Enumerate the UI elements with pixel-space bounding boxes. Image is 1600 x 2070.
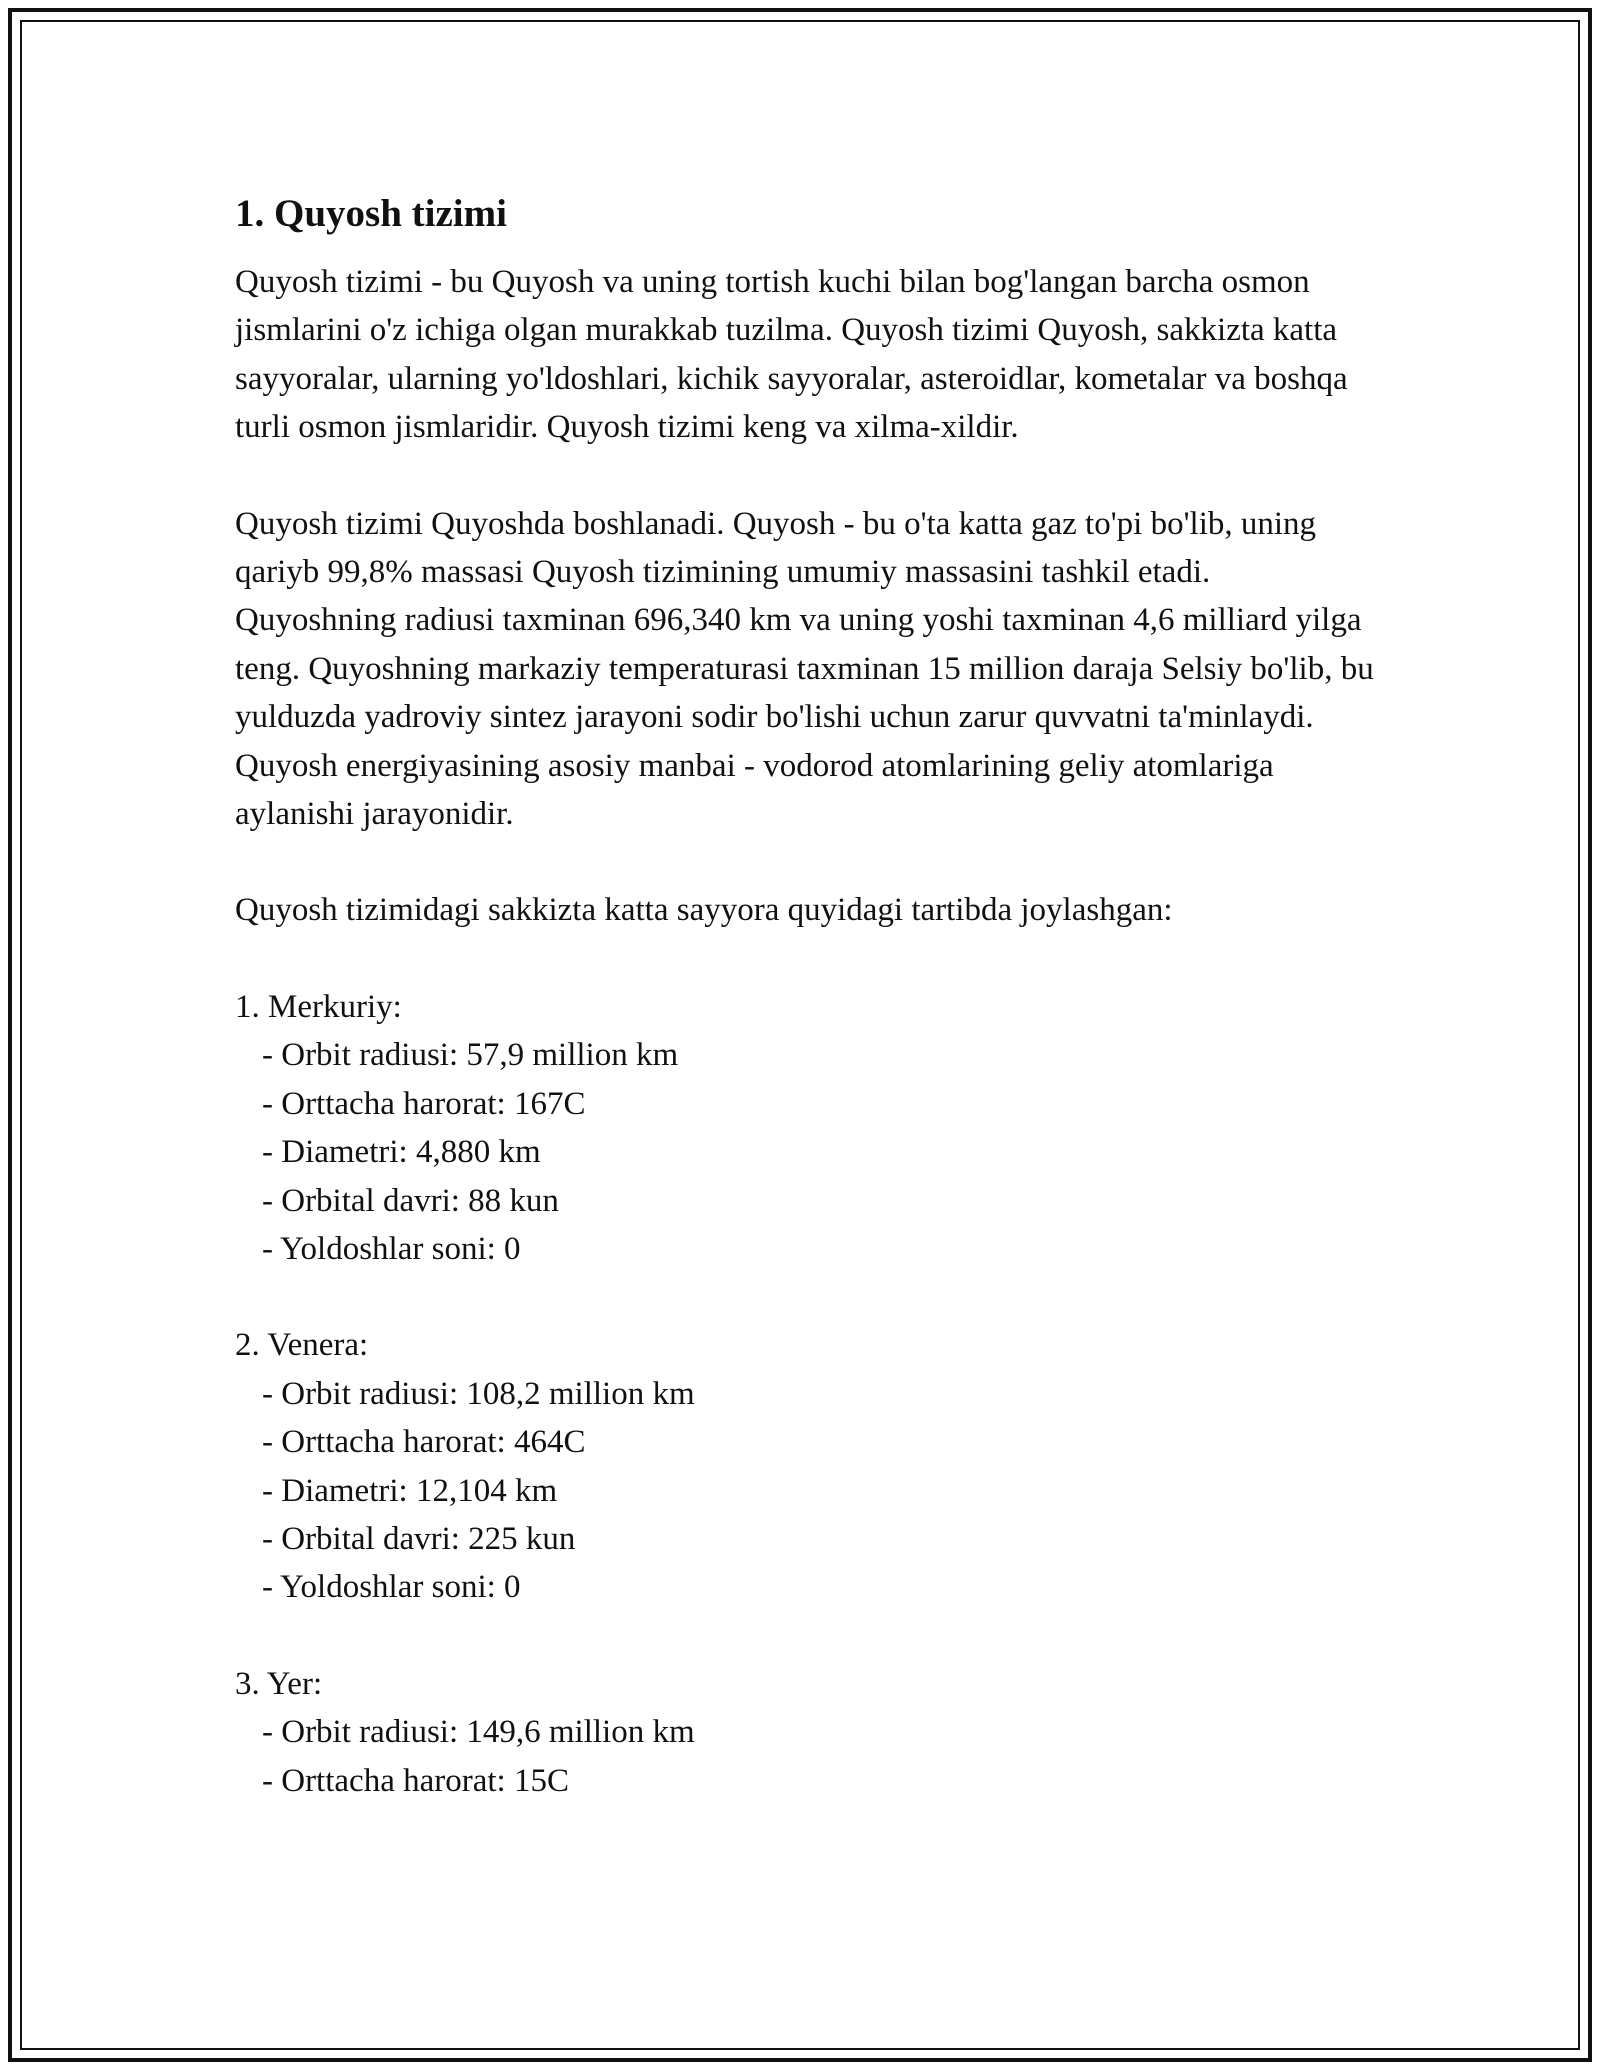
planet-properties bbox=[235, 1031, 1375, 1273]
planet-properties bbox=[235, 1370, 1375, 1612]
planet-entry-venera bbox=[235, 1321, 1375, 1611]
planet-property: - Orbit radiusi: 57,9 million km bbox=[262, 1037, 679, 1074]
planet-property: - Diametri: 4,880 km bbox=[262, 1134, 541, 1171]
planet-property: - Diametri: 12,104 km bbox=[262, 1472, 558, 1509]
paragraph-planet-order: Quyosh tizimidagi sakkizta katta sayyora quyidagi tartibda joylashgan: bbox=[235, 892, 1173, 929]
planet-name: 1. Merkuriy: bbox=[235, 988, 402, 1025]
section-heading: 1. Quyosh tizimi bbox=[235, 192, 507, 235]
document-body bbox=[235, 186, 1375, 1805]
planet-property: - Yoldoshlar soni: 0 bbox=[262, 1230, 521, 1267]
paragraph-sun: Quyosh tizimi Quyoshda boshlanadi. Quyosh - bu o'ta katta gaz to'pi bo'lib, uning qariyb 99,8% massasi Quyosh tizimining umumiy massasini tashkil etadi. Quyoshning radiusi taxminan 696,340 km va uning yoshi taxminan 4,6 milliard yilga teng. Quyoshning markaziy temperaturasi taxminan 15 million daraja Selsiy bo'lib, bu yulduzda yadroviy sintez jarayoni sodir bo'lishi uchun zarur quvvatni ta'minlaydi. Quyosh energiyasining asosiy manbai - vodorod atomlarining geliy atomlariga aylanishi jarayonidir. bbox=[235, 505, 1374, 833]
planet-name: 2. Venera: bbox=[235, 1327, 369, 1364]
planet-property: - Orbital davri: 225 kun bbox=[262, 1520, 576, 1557]
planet-properties bbox=[235, 1708, 1375, 1805]
paragraph-intro: Quyosh tizimi - bu Quyosh va uning tortish kuchi bilan bog'langan barcha osmon jismlarini o'z ichiga olgan murakkab tuzilma. Quyosh tizimi Quyosh, sakkizta katta sayyoralar, ularning yo'ldoshlari, kichik sayyoralar, asteroidlar, kometalar va boshqa turli osmon jismlaridir. Quyosh tizimi keng va xilma-xildir. bbox=[235, 264, 1348, 446]
planet-property: - Yoldoshlar soni: 0 bbox=[262, 1569, 521, 1606]
planet-property: - Orttacha harorat: 15C bbox=[262, 1762, 569, 1799]
planet-name: 3. Yer: bbox=[235, 1665, 323, 1702]
planet-property: - Orbit radiusi: 108,2 million km bbox=[262, 1375, 695, 1412]
planet-property: - Orbital davri: 88 kun bbox=[262, 1182, 559, 1219]
planet-entry-yer bbox=[235, 1660, 1375, 1805]
planet-property: - Orbit radiusi: 149,6 million km bbox=[262, 1714, 695, 1751]
planet-property: - Orttacha harorat: 464C bbox=[262, 1424, 586, 1461]
planet-entry-merkuriy bbox=[235, 983, 1375, 1273]
planet-property: - Orttacha harorat: 167C bbox=[262, 1085, 586, 1122]
